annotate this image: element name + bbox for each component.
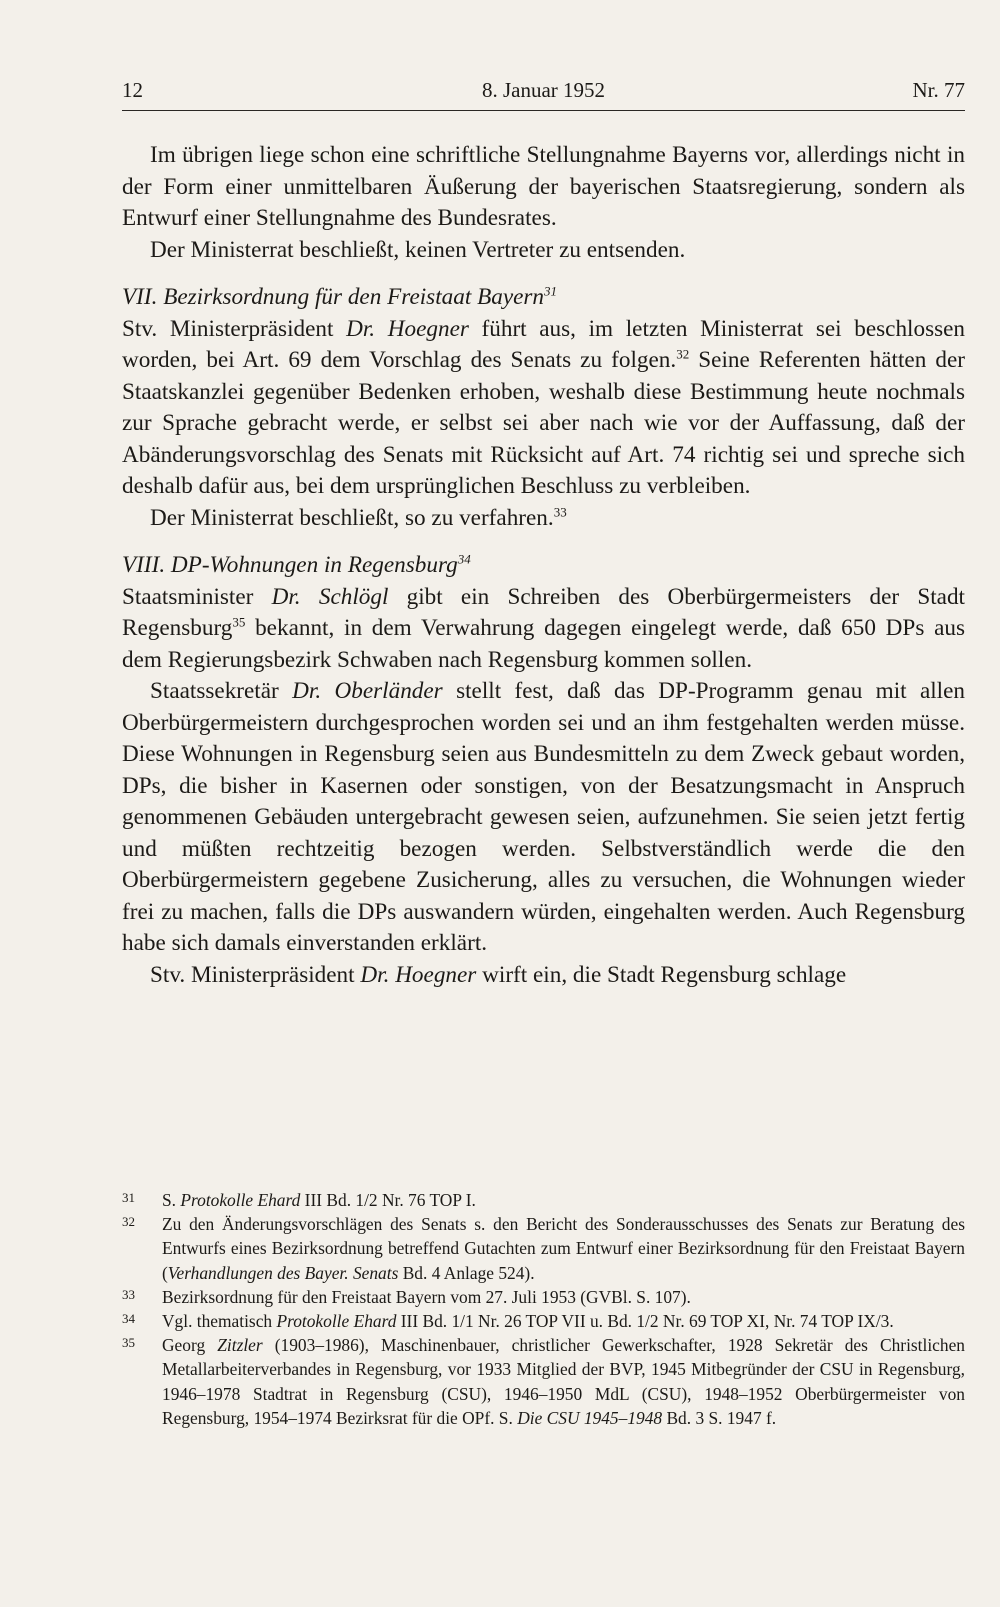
footnote-ref: 35 bbox=[232, 614, 246, 630]
section-heading-vii bbox=[122, 282, 965, 314]
speaker-name: Hoegner bbox=[387, 315, 469, 342]
section-heading-viii bbox=[122, 550, 965, 582]
footnote: 35 Georg Zitzler (1903–1986), Maschinenbauer, christlicher Gewerkschafter, 1928 Sekretär des Christlichen Metallarbeiterverbandes in Regensburg, vor 1933 Mitglied der BVP, 1945 Mitbegründer der CSU in Regensburg, 1946–1978 Stadtrat in Regensburg (CSU), 1946–1950 MdL (CSU), 1948–1952 Oberbürgermeister von Regensburg, 1954–1974 Bezirksrat für die OPf. S. Die CSU 1945–1948 Bd. 3 S. 1947 f. bbox=[122, 1335, 965, 1428]
paragraph: Im übrigen liege schon eine schriftliche Stellungnahme Bayerns vor, allerdings nicht in der Form einer unmittelbaren Äußerung der bayerischen Staatsregierung, sondern als Entwurf einer Stellungnahme des Bundesrates. bbox=[122, 142, 965, 231]
paragraph: Der Ministerrat beschließt, keinen Vertreter zu entsenden. bbox=[150, 236, 686, 263]
footnote-ref: 32 bbox=[676, 346, 690, 362]
footnote-number: 31 bbox=[122, 1190, 135, 1205]
heading-text: VIII. DP-Wohnungen in Regensburg bbox=[122, 552, 458, 578]
main-text bbox=[122, 140, 965, 991]
paragraph: Stv. Ministerpräsident Dr. Hoegner führt aus, im letzten Ministerrat sei beschlossen worden, bei Art. 69 dem Vorschlag des Senats zu folgen.$^{32}$ Seine Referenten hätten der Staatskanzlei gegenüber Bedenken erhoben, weshalb diese Bestimmung heute nochmals zur Sprache gebracht werde, er selbst sei aber nach wie vor der Auffassung, daß der Abänderungsvorschlag des Senats mit Rücksicht auf Art. 74 richtig sei und spreche sich deshalb dafür aus, bei dem ursprünglichen Beschluss zu verbleiben. bbox=[122, 315, 966, 499]
header-date: 8. Januar 1952 bbox=[481, 78, 606, 102]
paragraph: Staatsminister Dr. Schlögl gibt ein Schreiben des Oberbürgermeisters der Stadt Regensburg$^{35}$ bekannt, in dem Verwahrung dagegen eingelegt werde, daß 650 DPs aus dem Regierungsbezirk Schwaben nach Regensburg kommen sollen. bbox=[122, 583, 965, 673]
paragraph: Staatssekretär Dr. Oberländer stellt fest, daß das DP-Programm genau mit allen Oberbürgermeistern durchgesprochen worden sei und an ihm festgehalten werden müsse. Diese Wohnungen in Regensburg seien aus Bundesmitteln zu dem Zweck gebaut worden, DPs, die bisher in Kasernen oder sonstigen, von der Besatzungsmacht in Anspruch genommenen Gebäuden untergebracht gewesen seien, aufzunehmen. Sie seien jetzt fertig und müßten rechtzeitig bezogen werden. Selbstverständlich werde die den Oberbürgermeistern gegebene Zusicherung, alles zu versuchen, die Wohnungen wieder frei zu machen, falls die DPs auswandern würden, eingehalten werden. Auch Regensburg habe sich damals einverstanden erklärt. bbox=[122, 678, 966, 956]
speaker-name: Schlögl bbox=[318, 583, 389, 610]
footnote-number: 32 bbox=[122, 1214, 135, 1230]
footnote-number: 34 bbox=[122, 1311, 135, 1327]
footnote: 34 Vgl. thematisch Protokolle Ehard III Bd. 1/1 Nr. 26 TOP VII u. Bd. 1/2 Nr. 69 TOP XI, Nr. 74 TOP IX/3. bbox=[122, 1311, 894, 1332]
speaker-name: Oberländer bbox=[334, 678, 443, 704]
title-dr: Dr. bbox=[292, 678, 322, 704]
title-dr: Dr. bbox=[346, 315, 376, 342]
paragraph: Der Ministerrat beschließt, so zu verfahren.$^{33}$ bbox=[150, 503, 567, 531]
footnote-number: 33 bbox=[122, 1286, 135, 1302]
page-header bbox=[122, 78, 965, 111]
footnote-ref: 33 bbox=[553, 503, 567, 519]
footnote-ref: 34 bbox=[457, 551, 471, 567]
title-dr: Dr. bbox=[360, 961, 390, 988]
page-number: 12 bbox=[122, 78, 143, 102]
speaker-name: Hoegner bbox=[395, 961, 477, 988]
paragraph: Stv. Ministerpräsident Dr. Hoegner wirft ein, die Stadt Regensburg schlage bbox=[150, 961, 847, 988]
footnotes bbox=[122, 1188, 965, 1430]
footnote: 33 Bezirksordnung für den Freistaat Bayern vom 27. Juli 1953 (GVBl. S. 107). bbox=[122, 1286, 691, 1307]
protocol-number: Nr. 77 bbox=[912, 78, 965, 102]
footnote-number: 35 bbox=[122, 1335, 135, 1351]
footnote-ref: 31 bbox=[544, 283, 558, 299]
title-dr: Dr. bbox=[271, 583, 301, 610]
heading-text: VII. Bezirksordnung für den Freistaat Bayern bbox=[122, 284, 545, 310]
footnote: 31 S. Protokolle Ehard III Bd. 1/2 Nr. 76 TOP I. bbox=[122, 1190, 476, 1210]
footnote: 32 Zu den Änderungsvorschlägen des Senats s. den Bericht des Sonderausschusses des Senats zur Beratung des Entwurfs eines Bezirksordnung betreffend Gutachten zum Entwurf einer Bezirksordnung für den Freistaat Bayern (Verhandlungen des Bayer. Senats Bd. 4 Anlage 524). bbox=[122, 1214, 965, 1283]
